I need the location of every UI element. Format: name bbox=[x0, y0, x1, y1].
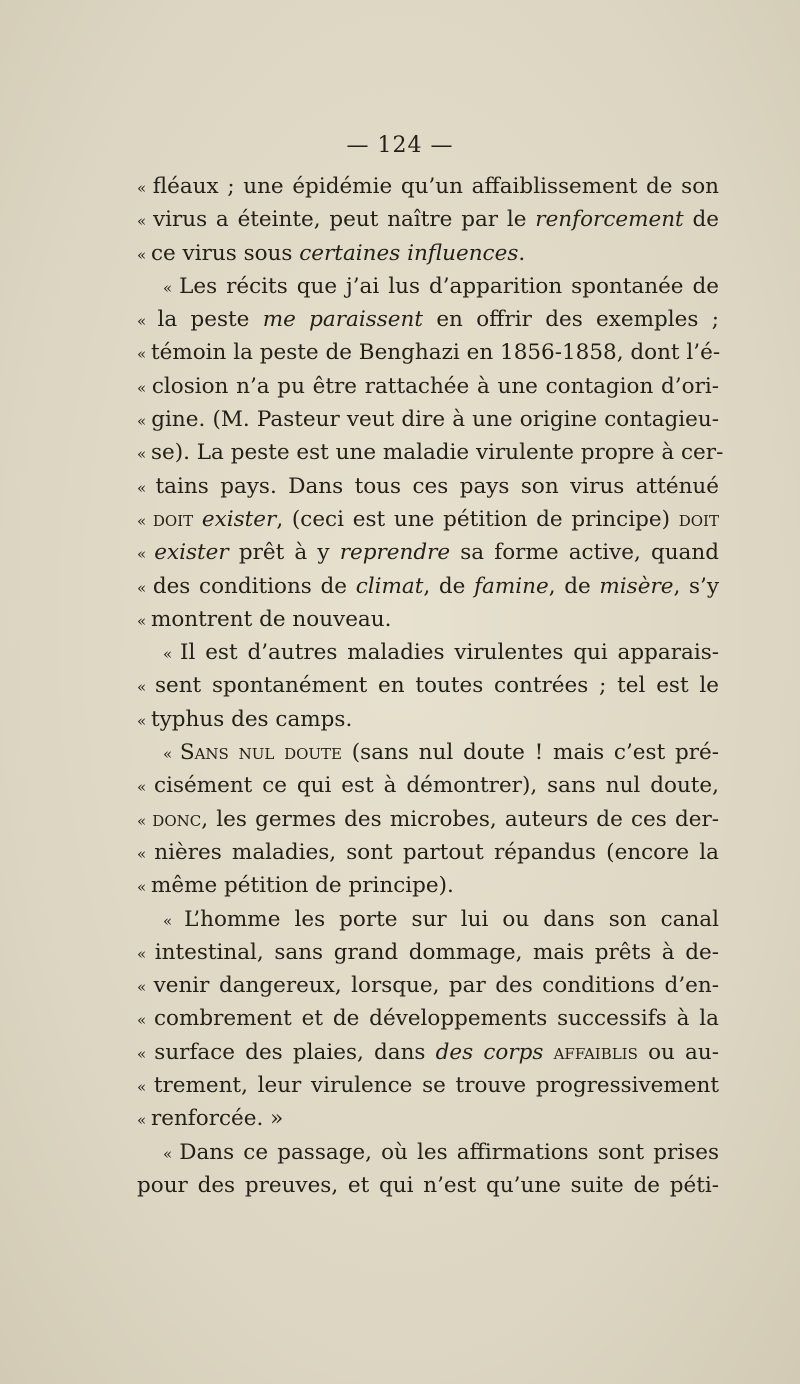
text-line bbox=[137, 1036, 719, 1069]
text-run: , de bbox=[423, 573, 475, 599]
text-line bbox=[137, 270, 719, 303]
guillemet-mark: « bbox=[137, 878, 151, 897]
text-line bbox=[137, 470, 719, 503]
text-line bbox=[137, 303, 719, 336]
text-run: closion n’a pu être rattachée à une contagion d’ori- bbox=[151, 373, 719, 399]
italic-text: climat bbox=[355, 573, 424, 599]
text-run: ou au- bbox=[637, 1039, 719, 1065]
text-run: sa forme active, quand bbox=[450, 540, 719, 566]
guillemet-mark: « bbox=[137, 844, 155, 863]
text-run: venir dangereux, lorsque, par des conditions d’en- bbox=[153, 973, 719, 999]
text-line bbox=[137, 336, 719, 369]
text-run: de bbox=[683, 207, 719, 233]
guillemet-mark: « bbox=[137, 378, 152, 397]
text-run: même pétition de principe). bbox=[150, 873, 454, 899]
guillemet-mark: « bbox=[137, 245, 151, 264]
guillemet-mark: « bbox=[137, 1044, 155, 1063]
text-run: Dans ce passage, où les affirmations sont prises bbox=[179, 1139, 720, 1165]
guillemet-mark: « bbox=[137, 445, 151, 464]
text-line bbox=[137, 370, 719, 403]
italic-text: des corps bbox=[435, 1039, 544, 1065]
text-run: la peste bbox=[157, 307, 263, 333]
guillemet-mark: « bbox=[163, 745, 180, 764]
guillemet-mark: « bbox=[137, 179, 153, 197]
text-run bbox=[193, 507, 202, 532]
guillemet-mark: « bbox=[137, 711, 151, 730]
text-line bbox=[137, 503, 719, 536]
text-run: témoin la peste de Benghazi en 1856-1858, dont l’é- bbox=[150, 340, 721, 366]
text-run: nières maladies, sont partout répandus (encore la bbox=[154, 839, 719, 865]
text-run: trement, leur virulence se trouve progressivement bbox=[153, 1073, 719, 1099]
text-line bbox=[137, 836, 719, 869]
text-run: pour des preuves, et qui n’est qu’une suite de péti- bbox=[137, 1172, 719, 1198]
text-line bbox=[137, 237, 719, 270]
guillemet-mark: « bbox=[137, 478, 156, 497]
text-run: Il est d’autres maladies virulentes qui apparais- bbox=[179, 640, 719, 666]
text-run: tains pays. Dans tous ces pays son virus atténué bbox=[155, 473, 719, 499]
text-run: combrement et de développements successifs à la bbox=[153, 1006, 719, 1032]
text-line bbox=[137, 536, 719, 569]
text-run: , s’y bbox=[673, 573, 719, 599]
guillemet-mark: « bbox=[163, 645, 180, 664]
guillemet-mark: « bbox=[137, 944, 155, 963]
guillemet-mark: « bbox=[163, 911, 185, 930]
guillemet-mark: « bbox=[137, 978, 154, 997]
text-run: L’homme les porte sur lui ou dans son canal bbox=[184, 906, 720, 932]
italic-text: misère bbox=[599, 573, 674, 599]
text-run: sent spontanément en toutes contrées ; tel est le bbox=[154, 673, 719, 699]
text-line bbox=[137, 1102, 719, 1135]
text-run: typhus des camps. bbox=[150, 706, 353, 732]
text-line bbox=[137, 903, 719, 936]
guillemet-mark: « bbox=[137, 1111, 151, 1130]
text-run: en offrir des exemples ; bbox=[422, 307, 719, 333]
guillemet-mark: « bbox=[163, 1144, 180, 1163]
text-run: renforcée. » bbox=[150, 1106, 284, 1132]
guillemet-mark: « bbox=[137, 1078, 154, 1097]
guillemet-mark: « bbox=[137, 611, 151, 630]
text-run: Les récits que j’ai lus d’apparition spontanée de bbox=[179, 273, 719, 299]
text-run: (sans nul doute ! mais c’est pré- bbox=[342, 740, 719, 766]
text-line bbox=[137, 803, 719, 836]
body-text bbox=[137, 170, 724, 1202]
text-line bbox=[137, 1002, 719, 1035]
guillemet-mark: « bbox=[137, 811, 153, 830]
text-line bbox=[137, 636, 719, 669]
text-run: fléaux ; une épidémie qu’un affaiblissement de son bbox=[152, 174, 719, 199]
text-line bbox=[137, 203, 719, 236]
guillemet-mark: « bbox=[163, 278, 180, 297]
text-line bbox=[137, 1136, 719, 1169]
small-caps-text: doit bbox=[678, 506, 719, 532]
text-run: se). La peste est une maladie virulente propre à cer- bbox=[150, 440, 724, 466]
italic-text: renforcement bbox=[535, 207, 684, 233]
guillemet-mark: « bbox=[137, 578, 153, 597]
guillemet-mark: « bbox=[137, 545, 155, 564]
italic-text: exister bbox=[201, 506, 277, 532]
text-run: , (ceci est une pétition de principe) bbox=[276, 506, 679, 532]
text-run: des conditions de bbox=[152, 573, 356, 599]
italic-text: me paraissent bbox=[262, 307, 423, 333]
text-run: montrent de nouveau. bbox=[150, 606, 392, 632]
italic-text: certaines influences bbox=[299, 240, 519, 266]
text-line bbox=[137, 769, 719, 802]
guillemet-mark: « bbox=[137, 1011, 154, 1030]
text-line bbox=[137, 936, 719, 969]
guillemet-mark: « bbox=[137, 212, 153, 231]
text-line bbox=[137, 736, 719, 769]
text-line bbox=[137, 570, 719, 603]
text-run: ce virus sous bbox=[150, 240, 300, 266]
text-line bbox=[137, 436, 724, 469]
text-run: gine. (M. Pasteur veut dire à une origine contagieu- bbox=[151, 407, 719, 433]
text-line bbox=[137, 703, 719, 736]
text-line bbox=[137, 969, 719, 1002]
text-line bbox=[137, 669, 719, 702]
text-run: . bbox=[518, 240, 526, 266]
guillemet-mark: « bbox=[137, 678, 155, 697]
text-line bbox=[137, 170, 719, 203]
text-run: , de bbox=[548, 573, 600, 599]
text-run: surface des plaies, dans bbox=[154, 1039, 436, 1065]
text-line bbox=[137, 603, 719, 636]
guillemet-mark: « bbox=[137, 312, 158, 331]
small-caps-text: Sans nul doute bbox=[179, 740, 343, 766]
italic-text: reprendre bbox=[339, 540, 451, 566]
text-line bbox=[137, 869, 719, 902]
small-caps-text: donc bbox=[152, 806, 202, 832]
page-number: — 124 — bbox=[346, 133, 454, 158]
text-line bbox=[137, 1069, 719, 1102]
text-line bbox=[137, 403, 719, 436]
small-caps-text: affaiblis bbox=[553, 1039, 638, 1065]
italic-text: famine bbox=[474, 573, 549, 599]
text-run: , les germes des microbes, auteurs de ces der- bbox=[201, 806, 719, 832]
text-run: intestinal, sans grand dommage, mais prêts à de- bbox=[154, 939, 719, 965]
small-caps-text: doit bbox=[152, 506, 194, 532]
text-run: prêt à y bbox=[228, 540, 340, 566]
guillemet-mark: « bbox=[137, 345, 151, 364]
text-run bbox=[543, 1040, 553, 1065]
text-run: virus a éteinte, peut naître par le bbox=[152, 207, 536, 233]
guillemet-mark: « bbox=[137, 778, 155, 797]
italic-text: exister bbox=[154, 540, 229, 566]
text-line bbox=[137, 1169, 719, 1202]
text-run: cisément ce qui est à démontrer), sans nul doute, bbox=[154, 773, 719, 799]
guillemet-mark: « bbox=[137, 511, 153, 530]
guillemet-mark: « bbox=[137, 412, 152, 431]
